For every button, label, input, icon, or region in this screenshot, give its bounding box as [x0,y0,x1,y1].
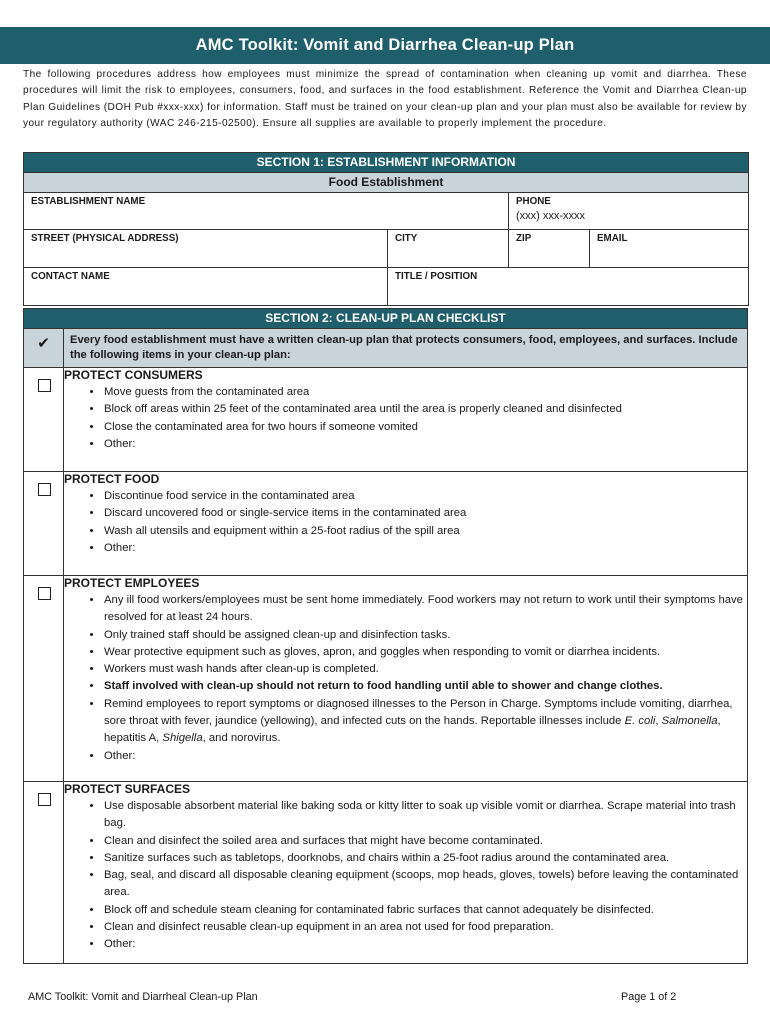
section1-table [23,152,749,306]
list-item: • Only trained staff should be assigned clean-up and disinfection tasks. [103,627,747,644]
list-item: • Use disposable absorbent material like baking soda or kitty litter to soak up visible vomit or diarrhea. Scrape material into trash bag. [103,798,747,833]
protect-food-list [64,488,747,557]
street-label: STREET (PHYSICAL ADDRESS) [31,233,179,244]
section1-heading: SECTION 1: ESTABLISHMENT INFORMATION [24,153,749,173]
list-item: • Wash all utensils and equipment within a 25-foot radius of the spill area [103,523,747,540]
protect-food-title: PROTECT FOOD [64,472,160,486]
zip-label: ZIP [516,233,532,244]
list-item: • Other: [103,936,747,953]
intro-paragraph: The following procedures address how employees must minimize the spread of contamination when cleaning up vomit and diarrhea. These procedures will limit the risk to employees, consumers, food, and surfaces in the food establishment. Reference the Vomit and Diarrhea Clean-up Plan Guidelines (DOH Pub #xxx-xxx) for information. Staff must be trained on your clean-up plan and your plan must also be available for review by your regulatory authority (WAC 246-215-02500). Ensure all supplies are available to properly implement the procedure. [23,69,747,130]
list-item: • Other: [103,748,747,765]
list-item: • Bag, seal, and discard all disposable cleaning equipment (scoops, mop heads, gloves, towels) before leaving the contaminated area. [103,867,747,902]
checklist-intro: Every food establishment must have a written clean-up plan that protects consumers, food, employees, and surfaces. Include the following items in your clean-up plan: [70,334,738,361]
email-label: EMAIL [597,233,628,244]
list-item: • Close the contaminated area for two hours if someone vomited [103,419,747,436]
section2-table [23,308,748,964]
zip-field[interactable] [509,230,590,268]
contact-name-field[interactable] [24,268,388,306]
checkmark-icon: ✔ [37,335,50,352]
list-item: • Discard uncovered food or single-service items in the contaminated area [103,505,747,522]
title-position-label: TITLE / POSITION [395,271,478,282]
title-position-field[interactable] [388,268,749,306]
establishment-name-field[interactable] [24,193,509,230]
list-item-reportable: • Remind employees to report symptoms or diagnosed illnesses to the Person in Charge. Symptoms include vomiting, diarrhea, sore throat with fever, jaundice (yellowing), and infected cuts on the hands. Reportable illnesses include E. coli, Salmonella, hepatitis A, Shigella, and norovirus. [103,696,747,748]
protect-consumers-list [64,384,747,453]
phone-label: PHONE [516,196,551,207]
city-field[interactable] [388,230,509,268]
list-item: • Clean and disinfect the soiled area and surfaces that might have become contaminated. [103,833,747,850]
protect-surfaces-checkbox[interactable] [38,793,51,806]
establishment-name-label: ESTABLISHMENT NAME [31,196,146,207]
protect-consumers-checkbox[interactable] [38,379,51,392]
list-item: • Any ill food workers/employees must be sent home immediately. Food workers may not return to work until their symptoms have resolved for at least 24 hours. [103,592,747,627]
phone-value: (xxx) xxx-xxxx [516,210,586,222]
footer-title: AMC Toolkit: Vomit and Diarrheal Clean-up Plan [28,991,258,1003]
phone-field[interactable] [509,193,749,230]
list-item: • Block off and schedule steam cleaning for contaminated fabric surfaces that cannot adequately be disinfected. [103,902,747,919]
protect-surfaces-list [64,798,747,954]
list-item: • Clean and disinfect reusable clean-up equipment in an area not used for food preparation. [103,919,747,936]
protect-food-checkbox[interactable] [38,483,51,496]
list-item: • Wear protective equipment such as gloves, apron, and goggles when responding to vomit or diarrhea incidents. [103,644,747,661]
page-number: Page 1 of 2 [621,991,677,1003]
list-item: • Move guests from the contaminated area [103,384,747,401]
section2-heading: SECTION 2: CLEAN-UP PLAN CHECKLIST [24,309,748,329]
document-title: AMC Toolkit: Vomit and Diarrhea Clean-up Plan [0,27,770,64]
list-item: • Staff involved with clean-up should not return to food handling until able to shower and change clothes. [103,678,747,695]
list-item: • Other: [103,540,747,557]
protect-employees-checkbox[interactable] [38,587,51,600]
list-item: • Block off areas within 25 feet of the contaminated area until the area is properly cleaned and disinfected [103,401,747,418]
section1-subheading: Food Establishment [24,173,749,193]
protect-consumers-title: PROTECT CONSUMERS [64,368,203,382]
contact-name-label: CONTACT NAME [31,271,110,282]
street-field[interactable] [24,230,388,268]
list-item: • Discontinue food service in the contaminated area [103,488,747,505]
protect-employees-title: PROTECT EMPLOYEES [64,576,200,590]
list-item: • Sanitize surfaces such as tabletops, doorknobs, and chairs within a 25-foot radius around the contaminated area. [103,850,747,867]
list-item: • Workers must wash hands after clean-up is completed. [103,661,747,678]
protect-surfaces-title: PROTECT SURFACES [64,782,191,796]
protect-employees-list [64,592,747,765]
list-item: • Other: [103,436,747,453]
email-field[interactable] [590,230,749,268]
city-label: CITY [395,233,418,244]
